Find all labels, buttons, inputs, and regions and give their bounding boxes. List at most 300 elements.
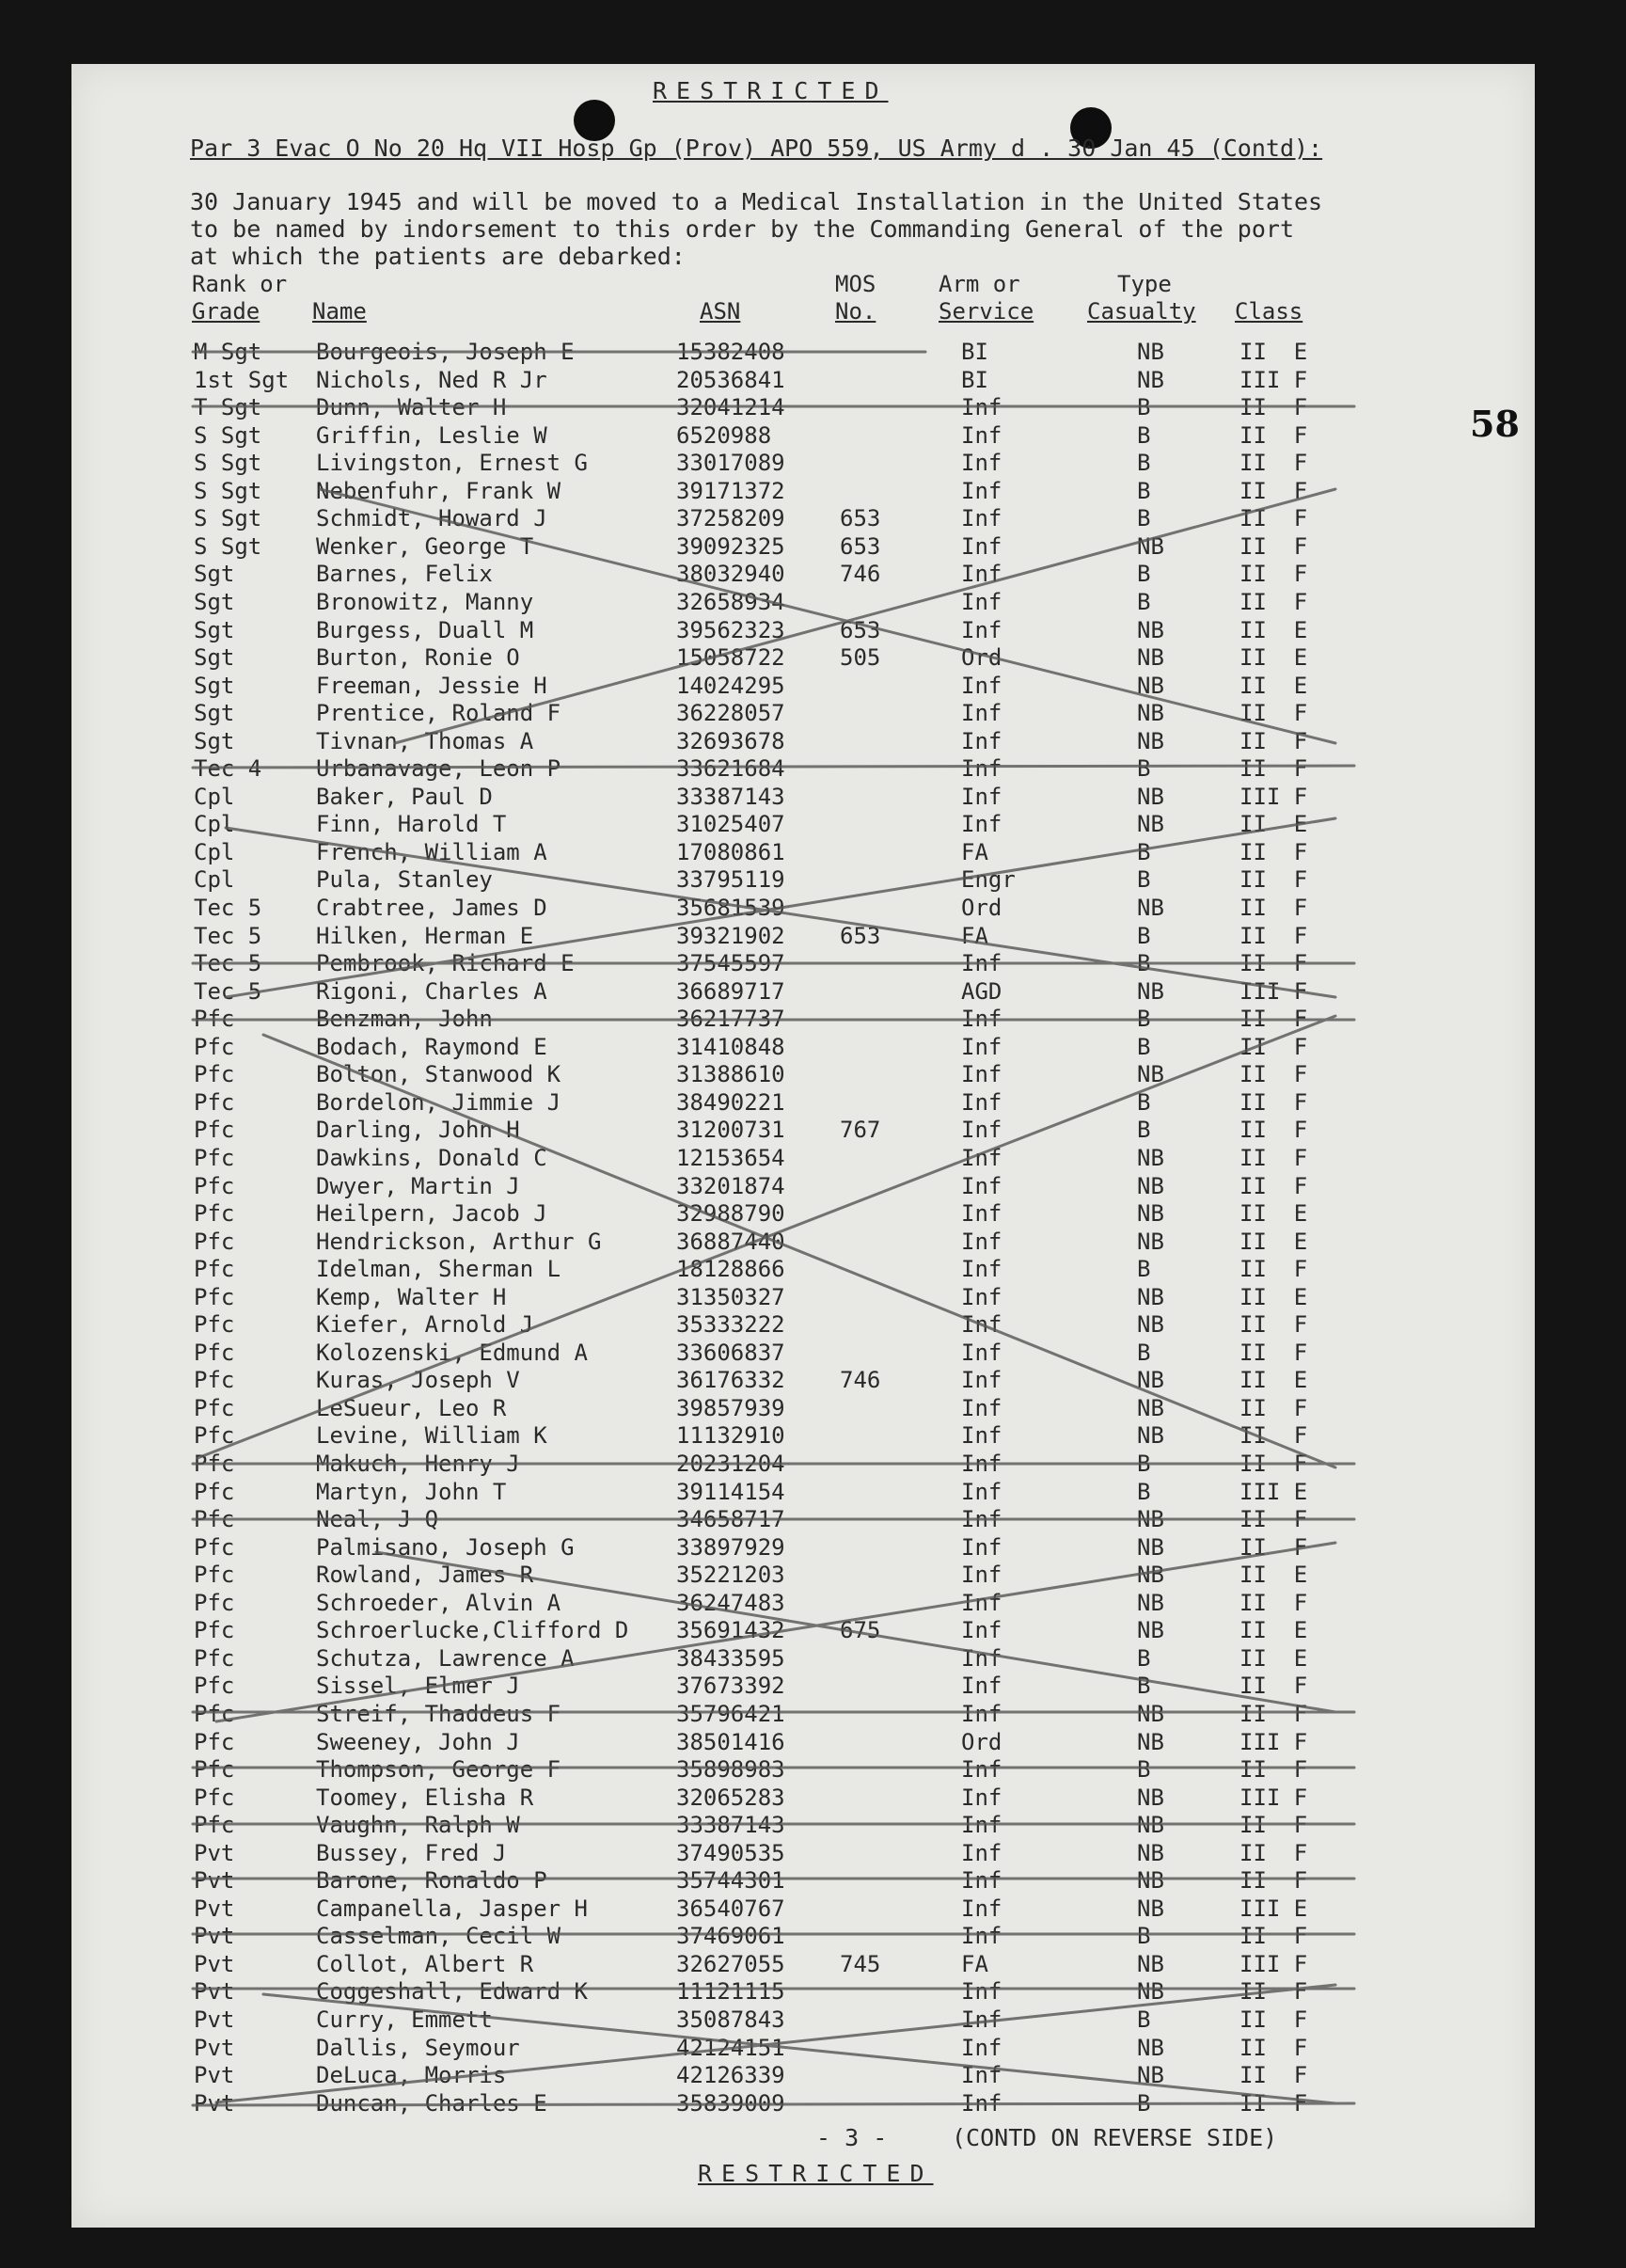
- class-cell: III F: [1239, 366, 1308, 393]
- rank-cell: Pfc: [194, 1006, 235, 1033]
- table-row: [0, 1311, 1626, 1340]
- arm-cell: Inf: [961, 616, 1002, 643]
- table-row: [0, 2090, 1626, 2118]
- table-row: [0, 1784, 1626, 1813]
- continued-note: (CONTD ON REVERSE SIDE): [952, 2124, 1278, 2151]
- name-cell: Neal, J Q: [316, 1506, 439, 1533]
- arm-cell: Inf: [961, 1256, 1002, 1283]
- casualty-cell: B: [1137, 1478, 1151, 1505]
- name-cell: Nichols, Ned R Jr: [316, 366, 547, 393]
- asn-cell: 31410848: [676, 1033, 785, 1060]
- arm-cell: Inf: [961, 1644, 1002, 1672]
- arm-cell: Inf: [961, 1673, 1002, 1700]
- name-cell: Sissel, Elmer J: [316, 1673, 520, 1700]
- arm-cell: Inf: [961, 1172, 1002, 1199]
- casualty-cell: NB: [1137, 1562, 1164, 1589]
- rank-cell: Pfc: [194, 1589, 235, 1616]
- asn-cell: 33621684: [676, 755, 785, 783]
- arm-cell: BI: [961, 366, 988, 393]
- rank-cell: Cpl: [194, 783, 235, 810]
- class-cell: II F: [1239, 2034, 1308, 2061]
- table-row: [0, 1673, 1626, 1701]
- arm-cell: Inf: [961, 1339, 1002, 1366]
- asn-cell: 14024295: [676, 672, 785, 699]
- class-cell: III F: [1239, 1728, 1308, 1755]
- casualty-cell: NB: [1137, 1728, 1164, 1755]
- arm-cell: BI: [961, 339, 988, 365]
- casualty-cell: B: [1137, 505, 1151, 532]
- table-row: [0, 1729, 1626, 1757]
- class-cell: II F: [1239, 1311, 1308, 1339]
- name-cell: Burgess, Duall M: [316, 616, 534, 643]
- class-cell: II F: [1239, 1144, 1308, 1171]
- arm-cell: Inf: [961, 1867, 1002, 1895]
- table-row: [0, 1951, 1626, 1979]
- casualty-cell: NB: [1137, 672, 1164, 699]
- name-cell: Sweeney, John J: [316, 1728, 520, 1755]
- table-row: [0, 1367, 1626, 1395]
- table-row: [0, 450, 1626, 478]
- arm-cell: FA: [961, 922, 988, 949]
- name-cell: Finn, Harold T: [316, 811, 507, 838]
- rank-cell: Pfc: [194, 1617, 235, 1644]
- rank-cell: Pfc: [194, 1283, 235, 1310]
- arm-cell: Inf: [961, 1756, 1002, 1784]
- arm-cell: Inf: [961, 450, 1002, 477]
- casualty-cell: NB: [1137, 783, 1164, 810]
- rank-cell: Sgt: [194, 700, 235, 727]
- rank-cell: Pvt: [194, 1839, 235, 1866]
- name-cell: Bordelon, Jimmie J: [316, 1088, 561, 1116]
- casualty-cell: NB: [1137, 1200, 1164, 1228]
- casualty-cell: B: [1137, 922, 1151, 949]
- asn-cell: 42124151: [676, 2034, 785, 2061]
- table-row: [0, 1284, 1626, 1312]
- asn-cell: 17080861: [676, 838, 785, 865]
- name-cell: Bolton, Stanwood K: [316, 1061, 561, 1088]
- arm-cell: Inf: [961, 532, 1002, 560]
- asn-cell: 37673392: [676, 1673, 785, 1700]
- casualty-cell: B: [1137, 838, 1151, 865]
- asn-cell: 37469061: [676, 1923, 785, 1950]
- class-cell: II F: [1239, 1839, 1308, 1866]
- casualty-cell: NB: [1137, 811, 1164, 838]
- class-cell: II E: [1239, 339, 1308, 365]
- asn-cell: 39171372: [676, 477, 785, 504]
- asn-cell: 36228057: [676, 700, 785, 727]
- table-row: [0, 533, 1626, 562]
- mos-cell: 746: [840, 1367, 881, 1394]
- rank-cell: S Sgt: [194, 532, 262, 560]
- class-cell: II E: [1239, 644, 1308, 672]
- asn-cell: 35333222: [676, 1311, 785, 1339]
- arm-cell: FA: [961, 838, 988, 865]
- asn-cell: 37258209: [676, 505, 785, 532]
- arm-cell: Inf: [961, 1422, 1002, 1450]
- class-cell: II F: [1239, 1006, 1308, 1033]
- asn-cell: 35681539: [676, 895, 785, 921]
- class-cell: II F: [1239, 532, 1308, 560]
- class-cell: II E: [1239, 1617, 1308, 1644]
- arm-cell: Inf: [961, 505, 1002, 532]
- class-cell: II F: [1239, 1589, 1308, 1616]
- casualty-cell: B: [1137, 421, 1151, 449]
- arm-cell: Inf: [961, 2089, 1002, 2117]
- table-row: [0, 728, 1626, 756]
- casualty-cell: B: [1137, 394, 1151, 421]
- header-type-line1: Type: [1117, 271, 1172, 297]
- asn-cell: 15382408: [676, 339, 785, 365]
- asn-cell: 32627055: [676, 1950, 785, 1977]
- rank-cell: Pvt: [194, 1950, 235, 1977]
- table-row: [0, 811, 1626, 839]
- table-row: [0, 1395, 1626, 1423]
- arm-cell: Inf: [961, 2062, 1002, 2089]
- rank-cell: S Sgt: [194, 505, 262, 532]
- asn-cell: 12153654: [676, 1144, 785, 1171]
- asn-cell: 32041214: [676, 394, 785, 421]
- casualty-cell: NB: [1137, 644, 1164, 672]
- class-cell: II F: [1239, 1812, 1308, 1839]
- name-cell: Livingston, Ernest G: [316, 450, 588, 477]
- casualty-cell: NB: [1137, 1422, 1164, 1450]
- name-cell: Streif, Thaddeus F: [316, 1700, 561, 1727]
- name-cell: Nebenfuhr, Frank W: [316, 477, 561, 504]
- casualty-cell: NB: [1137, 1311, 1164, 1339]
- name-cell: Collot, Albert R: [316, 1950, 534, 1977]
- asn-cell: 35839009: [676, 2089, 785, 2117]
- casualty-cell: NB: [1137, 1700, 1164, 1727]
- arm-cell: Inf: [961, 727, 1002, 754]
- casualty-cell: NB: [1137, 616, 1164, 643]
- table-row: [0, 478, 1626, 506]
- asn-cell: 33897929: [676, 1533, 785, 1561]
- name-cell: Vaughn, Ralph W: [316, 1812, 520, 1839]
- asn-cell: 39114154: [676, 1478, 785, 1505]
- asn-cell: 35796421: [676, 1700, 785, 1727]
- table-row: [0, 1645, 1626, 1673]
- class-cell: III E: [1239, 1895, 1308, 1922]
- casualty-cell: B: [1137, 1673, 1151, 1700]
- arm-cell: Inf: [961, 1784, 1002, 1811]
- table-row: [0, 1840, 1626, 1868]
- casualty-cell: NB: [1137, 1228, 1164, 1255]
- rank-cell: Cpl: [194, 866, 235, 894]
- asn-cell: 33387143: [676, 1812, 785, 1839]
- arm-cell: Inf: [961, 588, 1002, 615]
- name-cell: DeLuca, Morris: [316, 2062, 507, 2089]
- table-row: [0, 1617, 1626, 1645]
- rank-cell: Tec 5: [194, 922, 262, 949]
- casualty-cell: NB: [1137, 1394, 1164, 1421]
- arm-cell: Inf: [961, 394, 1002, 421]
- rank-cell: Sgt: [194, 727, 235, 754]
- table-row: [0, 1451, 1626, 1479]
- casualty-cell: NB: [1137, 1784, 1164, 1811]
- asn-cell: 39562323: [676, 616, 785, 643]
- table-row: [0, 589, 1626, 617]
- classification-footer: RESTRICTED: [698, 2160, 934, 2187]
- arm-cell: Inf: [961, 421, 1002, 449]
- class-cell: II E: [1239, 672, 1308, 699]
- mos-cell: 675: [840, 1617, 881, 1644]
- asn-cell: 36689717: [676, 977, 785, 1005]
- arm-cell: Inf: [961, 950, 1002, 977]
- name-cell: French, William A: [316, 838, 547, 865]
- casualty-cell: B: [1137, 477, 1151, 504]
- class-cell: II F: [1239, 1451, 1308, 1477]
- casualty-cell: NB: [1137, 1978, 1164, 2006]
- name-cell: Dawkins, Donald C: [316, 1144, 547, 1171]
- name-cell: Kolozenski, Edmund A: [316, 1339, 588, 1366]
- casualty-cell: B: [1137, 950, 1151, 977]
- header-class: Class: [1235, 298, 1303, 325]
- arm-cell: Inf: [961, 672, 1002, 699]
- arm-cell: Inf: [961, 1200, 1002, 1228]
- casualty-cell: NB: [1137, 977, 1164, 1005]
- intro-line: 30 January 1945 and will be moved to a Medical Installation in the United States: [190, 188, 1323, 215]
- rank-cell: Tec 5: [194, 950, 262, 977]
- header-asn: ASN: [700, 298, 741, 325]
- mos-cell: 767: [840, 1117, 881, 1144]
- rank-cell: Pfc: [194, 1700, 235, 1727]
- arm-cell: Inf: [961, 755, 1002, 783]
- table-row: [0, 2006, 1626, 2035]
- asn-cell: 33606837: [676, 1339, 785, 1366]
- casualty-cell: NB: [1137, 1867, 1164, 1895]
- rank-cell: Pfc: [194, 1533, 235, 1561]
- table-row: [0, 755, 1626, 784]
- table-row: [0, 367, 1626, 395]
- arm-cell: Inf: [961, 1812, 1002, 1839]
- class-cell: II F: [1239, 1117, 1308, 1144]
- arm-cell: Inf: [961, 811, 1002, 838]
- arm-cell: Engr: [961, 866, 1016, 894]
- rank-cell: Pfc: [194, 1478, 235, 1505]
- asn-cell: 20536841: [676, 366, 785, 393]
- arm-cell: Inf: [961, 1283, 1002, 1310]
- class-cell: II F: [1239, 1339, 1308, 1366]
- asn-cell: 33795119: [676, 866, 785, 894]
- rank-cell: Pvt: [194, 2062, 235, 2089]
- table-row: [0, 978, 1626, 1007]
- mos-cell: 505: [840, 644, 881, 672]
- class-cell: II F: [1239, 421, 1308, 449]
- table-row: [0, 2062, 1626, 2090]
- casualty-cell: NB: [1137, 1172, 1164, 1199]
- asn-cell: 34658717: [676, 1506, 785, 1533]
- arm-cell: Inf: [961, 1562, 1002, 1589]
- asn-cell: 20231204: [676, 1451, 785, 1477]
- mos-cell: 746: [840, 561, 881, 588]
- casualty-cell: B: [1137, 1756, 1151, 1784]
- arm-cell: Inf: [961, 1117, 1002, 1144]
- casualty-cell: NB: [1137, 1589, 1164, 1616]
- asn-cell: 18128866: [676, 1256, 785, 1283]
- arm-cell: Inf: [961, 1228, 1002, 1255]
- arm-cell: AGD: [961, 977, 1002, 1005]
- name-cell: Martyn, John T: [316, 1478, 507, 1505]
- casualty-cell: NB: [1137, 1617, 1164, 1644]
- table-row: [0, 839, 1626, 867]
- rank-cell: Pfc: [194, 1784, 235, 1811]
- header-mos-line1: MOS: [835, 271, 876, 297]
- table-row: [0, 2035, 1626, 2063]
- casualty-cell: NB: [1137, 700, 1164, 727]
- casualty-cell: B: [1137, 1088, 1151, 1116]
- table-row: [0, 1562, 1626, 1590]
- rank-cell: Pfc: [194, 1172, 235, 1199]
- class-cell: II F: [1239, 866, 1308, 894]
- class-cell: II F: [1239, 394, 1308, 421]
- intro-line: to be named by indorsement to this order by the Commanding General of the port: [190, 215, 1294, 243]
- table-row: [0, 1256, 1626, 1284]
- name-cell: Prentice, Roland F: [316, 700, 561, 727]
- header-rank-line1: Rank or: [192, 271, 288, 297]
- arm-cell: Inf: [961, 1006, 1002, 1033]
- class-cell: III F: [1239, 977, 1308, 1005]
- casualty-cell: NB: [1137, 1506, 1164, 1533]
- class-cell: II F: [1239, 1088, 1308, 1116]
- rank-cell: Pvt: [194, 1895, 235, 1922]
- arm-cell: Inf: [961, 2034, 1002, 2061]
- name-cell: Pembrook, Richard E: [316, 950, 575, 977]
- class-cell: II F: [1239, 1756, 1308, 1784]
- name-cell: Burton, Ronie O: [316, 644, 520, 672]
- table-row: [0, 1034, 1626, 1062]
- name-cell: Campanella, Jasper H: [316, 1895, 588, 1922]
- rank-cell: Pfc: [194, 1144, 235, 1171]
- class-cell: II E: [1239, 1367, 1308, 1394]
- rank-cell: Pvt: [194, 1867, 235, 1895]
- table-row: [0, 1173, 1626, 1201]
- rank-cell: 1st Sgt: [194, 366, 290, 393]
- asn-cell: 15058722: [676, 644, 785, 672]
- arm-cell: Inf: [961, 1061, 1002, 1088]
- name-cell: Dwyer, Martin J: [316, 1172, 520, 1199]
- casualty-cell: NB: [1137, 366, 1164, 393]
- rank-cell: Pfc: [194, 1367, 235, 1394]
- class-cell: II F: [1239, 477, 1308, 504]
- name-cell: Palmisano, Joseph G: [316, 1533, 575, 1561]
- arm-cell: Ord: [961, 1728, 1002, 1755]
- class-cell: II F: [1239, 1533, 1308, 1561]
- table-row: [0, 1061, 1626, 1089]
- casualty-cell: NB: [1137, 1144, 1164, 1171]
- class-cell: II E: [1239, 616, 1308, 643]
- casualty-cell: B: [1137, 561, 1151, 588]
- casualty-cell: NB: [1137, 1812, 1164, 1839]
- rank-cell: Tec 5: [194, 977, 262, 1005]
- class-cell: II F: [1239, 1061, 1308, 1088]
- name-cell: Barnes, Felix: [316, 561, 493, 588]
- asn-cell: 33017089: [676, 450, 785, 477]
- arm-cell: Inf: [961, 1589, 1002, 1616]
- asn-cell: 31025407: [676, 811, 785, 838]
- rank-cell: S Sgt: [194, 477, 262, 504]
- casualty-cell: NB: [1137, 2062, 1164, 2089]
- table-row: [0, 394, 1626, 422]
- name-cell: Schmidt, Howard J: [316, 505, 547, 532]
- name-cell: Tivnan, Thomas A: [316, 727, 534, 754]
- rank-cell: Pfc: [194, 1088, 235, 1116]
- class-cell: II E: [1239, 811, 1308, 838]
- asn-cell: 32065283: [676, 1784, 785, 1811]
- rank-cell: Cpl: [194, 838, 235, 865]
- class-cell: II F: [1239, 1033, 1308, 1060]
- table-row: [0, 895, 1626, 923]
- class-cell: II E: [1239, 1200, 1308, 1228]
- name-cell: Bussey, Fred J: [316, 1839, 507, 1866]
- table-row: [0, 673, 1626, 701]
- rank-cell: Pfc: [194, 1033, 235, 1060]
- table-row: [0, 617, 1626, 645]
- name-cell: Schroeder, Alvin A: [316, 1589, 561, 1616]
- class-cell: II F: [1239, 2006, 1308, 2033]
- rank-cell: Pfc: [194, 1394, 235, 1421]
- table-row: [0, 1534, 1626, 1562]
- asn-cell: 38433595: [676, 1644, 785, 1672]
- casualty-cell: B: [1137, 1033, 1151, 1060]
- class-cell: II F: [1239, 1978, 1308, 2006]
- table-row: [0, 505, 1626, 533]
- asn-cell: 38501416: [676, 1728, 785, 1755]
- header-mos: No.: [835, 298, 876, 325]
- table-row: [0, 1978, 1626, 2006]
- rank-cell: Pfc: [194, 1311, 235, 1339]
- table-row: [0, 923, 1626, 951]
- table-row: [0, 422, 1626, 451]
- name-cell: Schroerlucke,Clifford D: [316, 1617, 629, 1644]
- table-row: [0, 866, 1626, 895]
- asn-cell: 37490535: [676, 1839, 785, 1866]
- class-cell: II F: [1239, 700, 1308, 727]
- name-cell: Dallis, Seymour: [316, 2034, 520, 2061]
- table-row: [0, 1479, 1626, 1507]
- arm-cell: Inf: [961, 1311, 1002, 1339]
- class-cell: II E: [1239, 1228, 1308, 1255]
- name-cell: Thompson, George F: [316, 1756, 561, 1784]
- rank-cell: S Sgt: [194, 450, 262, 477]
- name-cell: Darling, John H: [316, 1117, 520, 1144]
- table-row: [0, 1145, 1626, 1173]
- name-cell: Dunn, Walter H: [316, 394, 507, 421]
- rank-cell: Pvt: [194, 1978, 235, 2006]
- casualty-cell: B: [1137, 1117, 1151, 1144]
- casualty-cell: B: [1137, 2006, 1151, 2033]
- class-cell: II F: [1239, 561, 1308, 588]
- arm-cell: Inf: [961, 1506, 1002, 1533]
- casualty-cell: NB: [1137, 727, 1164, 754]
- asn-cell: 36217737: [676, 1006, 785, 1033]
- name-cell: Coggeshall, Edward K: [316, 1978, 588, 2006]
- casualty-cell: NB: [1137, 1533, 1164, 1561]
- order-reference: Par 3 Evac O No 20 Hq VII Hosp Gp (Prov) APO 559, US Army d . 30 Jan 45 (Contd):: [190, 135, 1323, 162]
- class-cell: II F: [1239, 838, 1308, 865]
- table-row: [0, 1006, 1626, 1034]
- asn-cell: 36540767: [676, 1895, 785, 1922]
- class-cell: II F: [1239, 1422, 1308, 1450]
- rank-cell: Cpl: [194, 811, 235, 838]
- class-cell: II F: [1239, 1923, 1308, 1950]
- name-cell: Heilpern, Jacob J: [316, 1200, 547, 1228]
- name-cell: Hendrickson, Arthur G: [316, 1228, 602, 1255]
- rank-cell: Pvt: [194, 2006, 235, 2033]
- asn-cell: 32658934: [676, 588, 785, 615]
- name-cell: Duncan, Charles E: [316, 2089, 547, 2117]
- class-cell: II F: [1239, 755, 1308, 783]
- casualty-cell: B: [1137, 1923, 1151, 1950]
